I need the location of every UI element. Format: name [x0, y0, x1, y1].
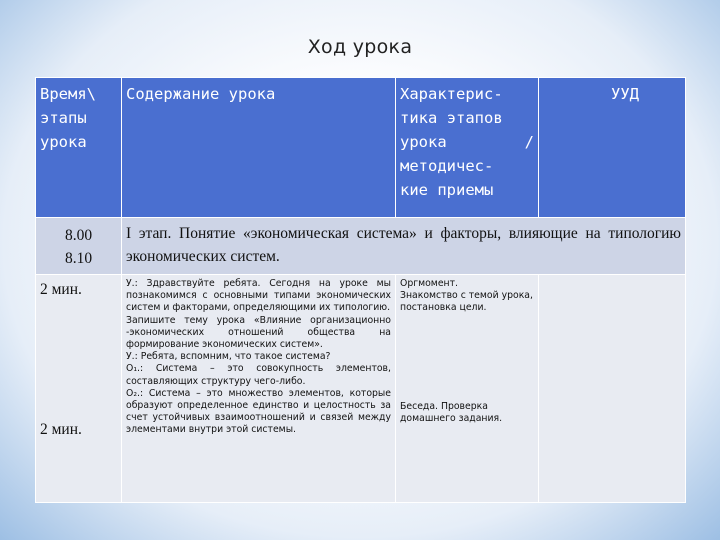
body-times	[36, 275, 122, 503]
header-char-line: тика этапов	[400, 109, 503, 127]
header-char-line: урока /	[400, 133, 534, 151]
duration-2: 2 мин.	[40, 421, 82, 438]
table-header-row	[36, 78, 686, 218]
header-char-line: кие приемы	[400, 181, 494, 199]
content-paragraph: Запишите тему урока «Влияние организационно -экономических отношений общества на формирование экономических систем».	[126, 314, 391, 351]
stage-time-end: 8.10	[64, 250, 93, 267]
content-paragraph: У.: Здравствуйте ребята. Сегодня на уроке мы познакомимся с основными типами экономических систем и факторами, определяющими их типологию.	[126, 278, 391, 314]
lesson-table	[35, 77, 686, 503]
method-item: Беседа. Проверка домашнего задания.	[400, 400, 503, 424]
stage-description: I этап. Понятие «экономическая система» и факторы, влияющие на типологию экономических систем.	[122, 218, 686, 275]
header-time-line: урока	[40, 133, 87, 151]
header-characteristics	[396, 78, 539, 218]
lesson-content	[122, 275, 396, 503]
uud-cell	[539, 275, 686, 503]
method-item: Знакомство с темой урока, постановка цели.	[400, 290, 533, 314]
content-paragraph: О₁.: Система – это совокупность элементов, составляющих структуру чего-либо.	[126, 363, 391, 387]
slide-title: Ход урока	[307, 36, 413, 58]
header-char-line: Характерис-	[400, 85, 503, 103]
stage-time-start: 8.00	[64, 227, 93, 244]
lesson-methods	[396, 275, 539, 503]
stage-time	[36, 218, 122, 275]
method-item: Оргмомент.	[400, 278, 458, 289]
header-content: Содержание урока	[122, 78, 396, 218]
header-time-line: Время\	[40, 85, 96, 103]
header-char-line: методичес-	[400, 157, 494, 175]
stage-row	[36, 218, 686, 275]
header-time-stages	[36, 78, 122, 218]
header-time-line: этапы	[40, 109, 87, 127]
content-paragraph: О₂.: Система – это множество элементов, которые образуют определенное единство и целостность за счет устойчивых взаимоотношений и связей между элементами внутри этой системы.	[126, 387, 391, 436]
lesson-body-row	[36, 275, 686, 503]
duration-1: 2 мин.	[40, 281, 82, 298]
content-paragraph: У.: Ребята, вспомним, что такое система?	[126, 351, 331, 363]
header-uud: УУД	[539, 78, 686, 218]
